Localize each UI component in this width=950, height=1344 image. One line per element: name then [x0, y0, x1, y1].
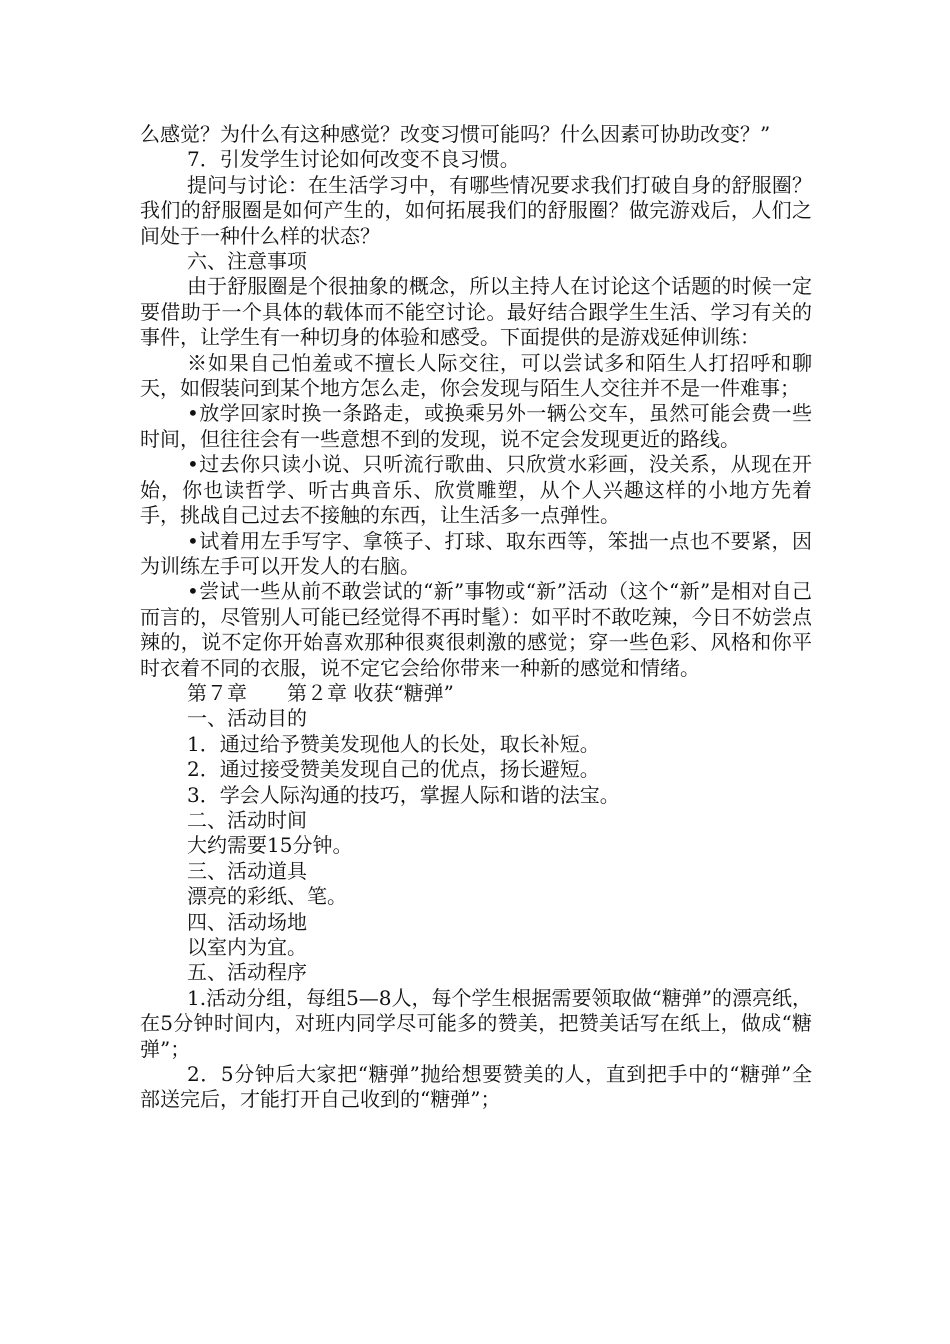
goal-item-1: 1．通过给予赞美发现他人的长处，取长补短。 — [187, 731, 600, 756]
document-page — [140, 122, 812, 1113]
time-body: 大约需要15分钟。 — [187, 833, 353, 858]
list-item-new-interests: •过去你只读小说、只听流行歌曲、只欣赏水彩画，没关系，从现在开始，你也读哲学、听古典音乐、欣赏雕塑，从个人兴趣这样的小地方先着手，挑战自己过去不接触的东西，让生活多一点弹性。 — [140, 452, 812, 528]
props-body: 漂亮的彩纸、笔。 — [187, 884, 347, 909]
section-heading-props: 三、活动道具 — [187, 858, 307, 883]
chapter-heading: 第７章 第２章 收获“糖弹” — [187, 680, 454, 705]
list-item-new-things: •尝试一些从前不敢尝试的“新”事物或“新”活动（这个“新”是相对自己而言的，尽管别人可能已经觉得不再时髦）：如平时不敢吃辣，今日不妨尝点辣的，说不定你开始喜欢那种很爽很刺激的感觉；穿一些色彩、风格和你平时衣着不同的衣服，说不定它会给你带来一种新的感觉和情绪。 — [140, 579, 812, 680]
paragraph-continuation: 么感觉？为什么有这种感觉？改变习惯可能吗？什么因素可协助改变？” — [140, 122, 771, 146]
paragraph-step-7: 7．引发学生讨论如何改变不良习惯。 — [187, 147, 520, 172]
section-heading-notes: 六、注意事项 — [187, 249, 307, 274]
paragraph-discussion: 提问与讨论：在生活学习中，有哪些情况要求我们打破自身的舒服圈？我们的舒服圈是如何产生的，如何拓展我们的舒服圈？做完游戏后，人们之间处于一种什么样的状态？ — [140, 172, 812, 248]
list-item-left-hand: •试着用左手写字、拿筷子、打球、取东西等，笨拙一点也不要紧，因为训练左手可以开发人的右脑。 — [140, 528, 812, 578]
goal-item-2: 2．通过接受赞美发现自己的优点，扬长避短。 — [187, 757, 600, 782]
list-item-shy: ※如果自己怕羞或不擅长人际交往，可以尝试多和陌生人打招呼和聊天，如假装问到某个地方怎么走，你会发现与陌生人交往并不是一件难事； — [140, 350, 812, 401]
section-heading-goals: 一、活动目的 — [187, 706, 307, 731]
venue-body: 以室内为宜。 — [187, 935, 307, 959]
section-heading-venue: 四、活动场地 — [187, 909, 307, 934]
goal-item-3: 3．学会人际沟通的技巧，掌握人际和谐的法宝。 — [187, 782, 620, 807]
paragraph-notes-body: 由于舒服圈是个很抽象的概念，所以主持人在讨论这个话题的时候一定要借助于一个具体的载体而不能空讨论。最好结合跟学生生活、学习有关的事件，让学生有一种切身的体验和感受。下面提供的是游戏延伸训练： — [140, 274, 812, 350]
section-heading-procedure: 五、活动程序 — [187, 960, 307, 985]
list-item-new-route: •放学回家时换一条路走，或换乘另外一辆公交车，虽然可能会费一些时间，但往往会有一些意想不到的发现，说不定会发现更近的路线。 — [140, 401, 812, 451]
procedure-step-2: 2．5分钟后大家把“糖弹”抛给想要赞美的人，直到把手中的“糖弹”全部送完后，才能打开自己收到的“糖弹”； — [140, 1062, 812, 1112]
procedure-step-1: 1.活动分组，每组5—8人，每个学生根据需要领取做“糖弹”的漂亮纸，在5分钟时间内，对班内同学尽可能多的赞美，把赞美话写在纸上，做成“糖弹”； — [140, 985, 812, 1061]
section-heading-time: 二、活动时间 — [187, 807, 307, 832]
